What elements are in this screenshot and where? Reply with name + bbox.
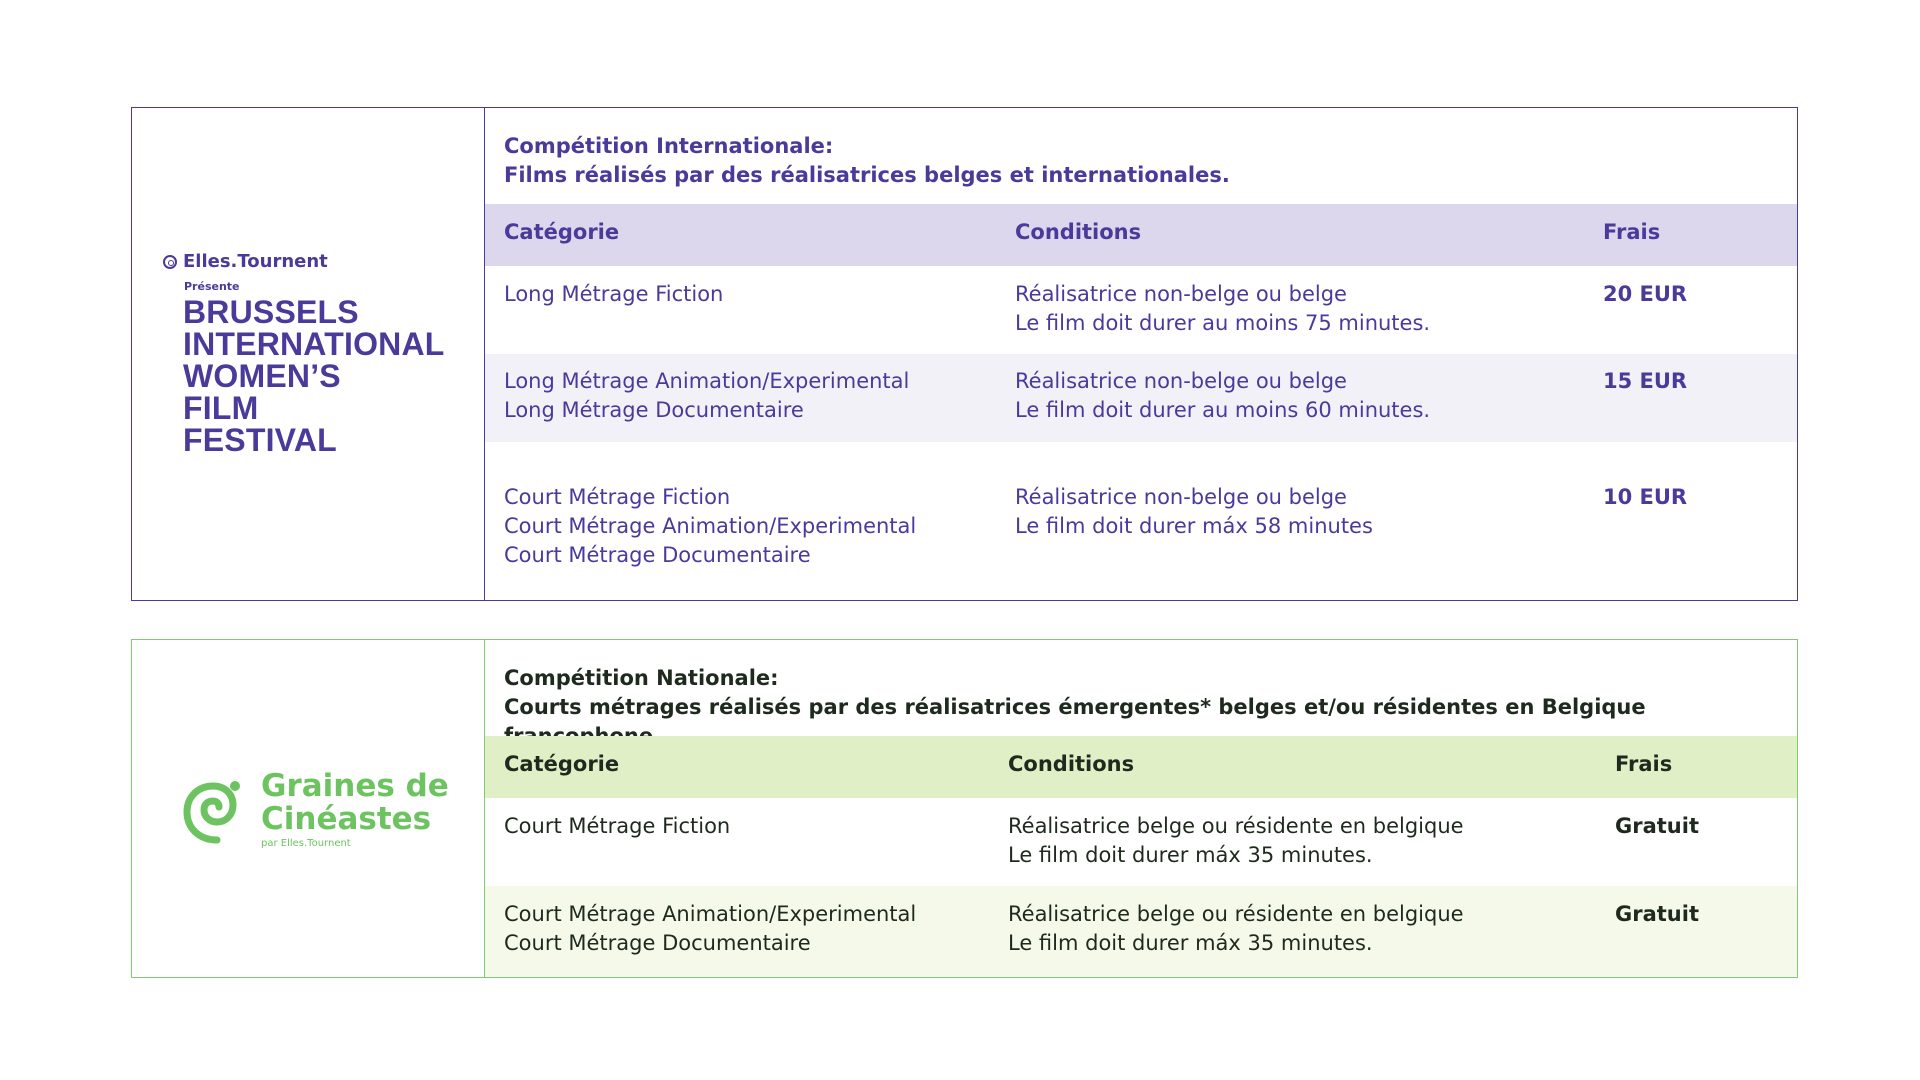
header-frais: Frais	[1615, 752, 1673, 776]
row-frais: Gratuit	[1615, 902, 1699, 926]
festival-name-line: WOMEN’S	[183, 358, 341, 394]
categorie-line: Court Métrage Documentaire	[504, 543, 811, 567]
conditions-line: Réalisatrice non-belge ou belge	[1015, 369, 1347, 393]
festival-name	[183, 296, 445, 456]
categorie-line: Long Métrage Documentaire	[504, 398, 804, 422]
row-categorie	[504, 483, 916, 570]
international-table-header	[485, 204, 1797, 266]
categorie-line: Court Métrage Animation/Experimental	[504, 514, 917, 538]
row-categorie	[504, 280, 723, 309]
categorie-line: Court Métrage Fiction	[504, 814, 731, 838]
graines-title-line1: Graines de	[261, 768, 449, 804]
conditions-line: Le film doit durer au moins 60 minutes.	[1015, 398, 1431, 422]
conditions-line: Le film doit durer máx 35 minutes.	[1008, 843, 1373, 867]
row-conditions	[1015, 367, 1430, 425]
row-conditions	[1015, 280, 1430, 338]
conditions-line: Réalisatrice belge ou résidente en belgique	[1008, 814, 1464, 838]
graines-title	[261, 770, 449, 836]
graines-subtitle: par Elles.Tournent	[261, 838, 351, 849]
row-categorie	[504, 900, 916, 958]
header-categorie: Catégorie	[504, 220, 620, 244]
table-row	[485, 354, 1797, 442]
row-conditions	[1008, 900, 1464, 958]
international-competition-panel	[131, 107, 1798, 601]
categorie-line: Long Métrage Animation/Experimental	[504, 369, 910, 393]
table-row	[485, 266, 1797, 354]
graines-de-cineastes-logo	[132, 640, 485, 977]
conditions-line: Le film doit durer au moins 75 minutes.	[1015, 311, 1431, 335]
international-title-line2: Films réalisés par des réalisatrices belges et internationales.	[504, 163, 1230, 187]
international-content	[485, 108, 1797, 600]
header-conditions: Conditions	[1008, 752, 1135, 776]
table-row	[485, 798, 1797, 886]
graines-title-line2: Cinéastes	[261, 801, 432, 837]
table-row	[485, 442, 1797, 598]
elles-tournent-label: Elles.Tournent	[183, 251, 328, 272]
header-conditions: Conditions	[1015, 220, 1142, 244]
row-conditions	[1015, 483, 1373, 541]
elles-tournent-brand	[163, 251, 328, 272]
row-categorie	[504, 367, 909, 425]
row-frais: 15 EUR	[1603, 369, 1688, 393]
conditions-line: Le film doit durer máx 58 minutes	[1015, 514, 1373, 538]
national-content	[485, 640, 1797, 977]
national-title-line1: Compétition Nationale:	[504, 666, 779, 690]
table-row	[485, 886, 1797, 977]
graines-swirl-icon	[181, 774, 253, 846]
national-title-line2: Courts métrages réalisés par des réalisatrices émergentes* belges et/ou résidentes en Belgique	[504, 695, 1646, 719]
national-competition-panel	[131, 639, 1798, 978]
conditions-line: Le film doit durer máx 35 minutes.	[1008, 931, 1373, 955]
row-categorie	[504, 812, 730, 841]
categorie-line: Court Métrage Animation/Experimental	[504, 902, 917, 926]
festival-name-line: FILM	[183, 390, 259, 426]
national-table-header	[485, 736, 1797, 798]
conditions-line: Réalisatrice non-belge ou belge	[1015, 282, 1347, 306]
brussels-festival-logo	[132, 108, 485, 600]
elles-tournent-swirl-icon	[163, 255, 177, 269]
categorie-line: Long Métrage Fiction	[504, 282, 724, 306]
row-conditions	[1008, 812, 1464, 870]
festival-name-line: BRUSSELS	[183, 294, 359, 330]
international-title-line1: Compétition Internationale:	[504, 134, 834, 158]
conditions-line: Réalisatrice belge ou résidente en belgique	[1008, 902, 1464, 926]
row-frais: 20 EUR	[1603, 282, 1688, 306]
row-frais: Gratuit	[1615, 814, 1699, 838]
festival-name-line: INTERNATIONAL	[183, 326, 445, 362]
categorie-line: Court Métrage Documentaire	[504, 931, 811, 955]
graines-logo-group	[181, 768, 449, 850]
header-categorie: Catégorie	[504, 752, 620, 776]
festival-name-line: FESTIVAL	[183, 422, 337, 458]
international-title	[504, 132, 1230, 190]
row-frais: 10 EUR	[1603, 485, 1688, 509]
conditions-line: Réalisatrice non-belge ou belge	[1015, 485, 1347, 509]
header-frais: Frais	[1603, 220, 1661, 244]
categorie-line: Court Métrage Fiction	[504, 485, 731, 509]
presente-label: Présente	[184, 280, 240, 293]
